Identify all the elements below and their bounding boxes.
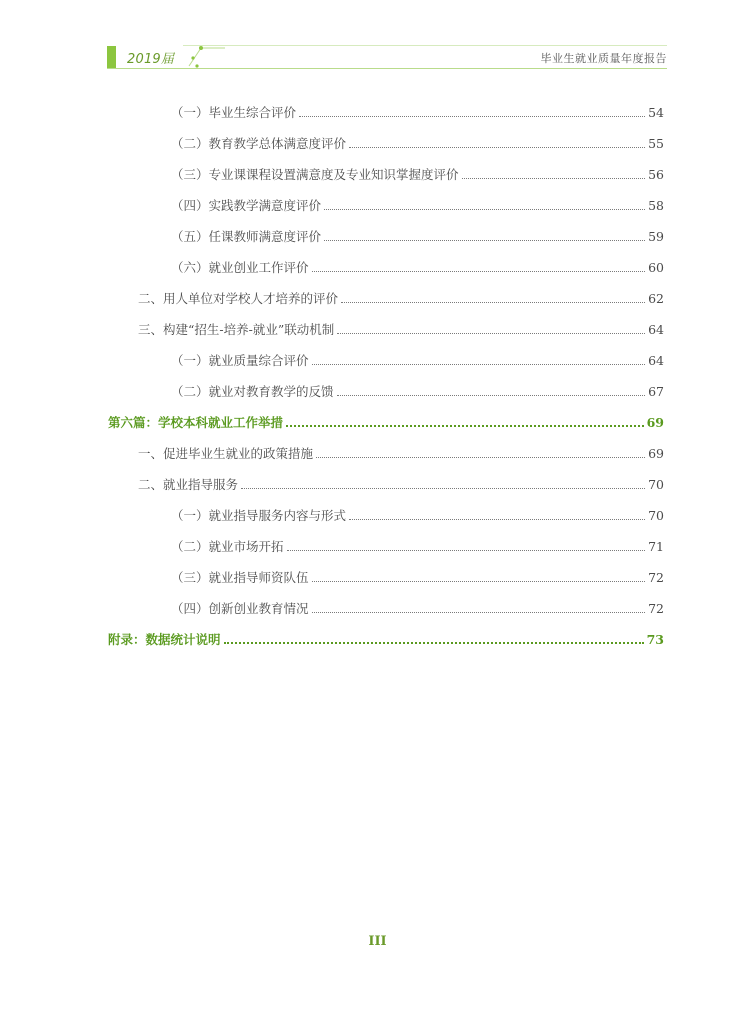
page-header — [107, 44, 667, 70]
toc-entry[interactable] — [171, 101, 664, 121]
toc-entry-label: （四）实践教学满意度评价 — [171, 198, 322, 213]
toc-dot-leader — [286, 425, 644, 427]
toc-entry-label: 二、就业指导服务 — [138, 477, 239, 492]
toc-entry-page: 64 — [648, 353, 664, 368]
toc-entry-label: 三、构建“招生-培养-就业”联动机制 — [138, 322, 335, 337]
toc-entry-page: 55 — [648, 136, 664, 151]
toc-entry[interactable] — [171, 256, 664, 276]
toc-dot-leader — [324, 240, 645, 241]
toc-dot-leader — [316, 457, 645, 458]
toc-entry-label: （四）创新创业教育情况 — [171, 601, 309, 616]
toc-entry[interactable] — [108, 411, 664, 431]
toc-entry-page: 60 — [648, 260, 664, 275]
toc-dot-leader — [287, 550, 646, 551]
toc-entry-label: （三）就业指导师资队伍 — [171, 570, 309, 585]
toc-entry[interactable] — [138, 442, 664, 462]
toc-entry[interactable] — [138, 318, 664, 338]
toc-entry-label: （一）毕业生综合评价 — [171, 105, 297, 120]
toc-dot-leader — [349, 519, 645, 520]
toc-entry[interactable] — [171, 535, 664, 555]
toc-entry-page: 72 — [648, 570, 664, 585]
toc-entry-page: 56 — [648, 167, 664, 182]
toc-entry-page: 54 — [648, 105, 664, 120]
toc-dot-leader — [324, 209, 645, 210]
header-year: 2019届 — [127, 52, 175, 67]
toc-entry-page: 59 — [648, 229, 664, 244]
toc-entry[interactable] — [171, 597, 664, 617]
toc-entry-page: 70 — [648, 477, 664, 492]
toc-entry-page: 67 — [648, 384, 664, 399]
toc-entry-label: （二）就业对教育教学的反馈 — [171, 384, 334, 399]
toc-dot-leader — [312, 581, 646, 582]
toc-dot-leader — [349, 147, 645, 148]
toc-dot-leader — [337, 395, 646, 396]
toc-entry[interactable] — [171, 163, 664, 183]
toc-entry-label: （二）教育教学总体满意度评价 — [171, 136, 347, 151]
toc-entry[interactable] — [138, 287, 664, 307]
toc-entry-page: 69 — [646, 415, 664, 430]
toc-entry-label: （二）就业市场开拓 — [171, 539, 284, 554]
toc-entry-label: 二、用人单位对学校人才培养的评价 — [138, 291, 339, 306]
toc-entry-label: （一）就业质量综合评价 — [171, 353, 309, 368]
toc-entry-label: 第六篇：学校本科就业工作举措 — [108, 415, 284, 430]
toc-dot-leader — [341, 302, 645, 303]
toc-dot-leader — [299, 116, 645, 117]
toc-entry[interactable] — [171, 566, 664, 586]
toc-dot-leader — [312, 612, 646, 613]
toc-entry-label: （六）就业创业工作评价 — [171, 260, 309, 275]
page-number: III — [368, 934, 387, 949]
toc-dot-leader — [224, 642, 644, 644]
toc-entry-page: 64 — [648, 322, 664, 337]
toc-entry[interactable] — [108, 628, 664, 648]
toc-entry[interactable] — [171, 225, 664, 245]
toc-entry-label: 一、促进毕业生就业的政策措施 — [138, 446, 314, 461]
header-divider — [107, 68, 667, 69]
toc-entry-label: （五）任课教师满意度评价 — [171, 229, 322, 244]
toc-entry[interactable] — [171, 132, 664, 152]
toc-entry[interactable] — [138, 473, 664, 493]
toc-entry-label: （一）就业指导服务内容与形式 — [171, 508, 347, 523]
toc-entry-page: 73 — [646, 632, 664, 647]
header-top-rule — [183, 45, 667, 46]
toc-entry-label: （三）专业课课程设置满意度及专业知识掌握度评价 — [171, 167, 459, 182]
toc-entry-page: 72 — [648, 601, 664, 616]
header-title: 毕业生就业质量年度报告 — [540, 52, 667, 65]
header-accent-bar — [107, 46, 116, 68]
toc-entry[interactable] — [171, 380, 664, 400]
toc-dot-leader — [337, 333, 645, 334]
toc-entry-page: 62 — [648, 291, 664, 306]
toc-entry[interactable] — [171, 504, 664, 524]
toc-entry-label: 附录：数据统计说明 — [108, 632, 221, 647]
toc-entry[interactable] — [171, 194, 664, 214]
toc-dot-leader — [462, 178, 646, 179]
toc-entry-page: 58 — [648, 198, 664, 213]
toc-entry-page: 70 — [648, 508, 664, 523]
circuit-decoration-icon — [187, 44, 227, 70]
toc-dot-leader — [241, 488, 645, 489]
toc-entry[interactable] — [171, 349, 664, 369]
toc-dot-leader — [312, 364, 646, 365]
toc-dot-leader — [312, 271, 646, 272]
toc-entry-page: 71 — [648, 539, 664, 554]
toc-entry-page: 69 — [648, 446, 664, 461]
